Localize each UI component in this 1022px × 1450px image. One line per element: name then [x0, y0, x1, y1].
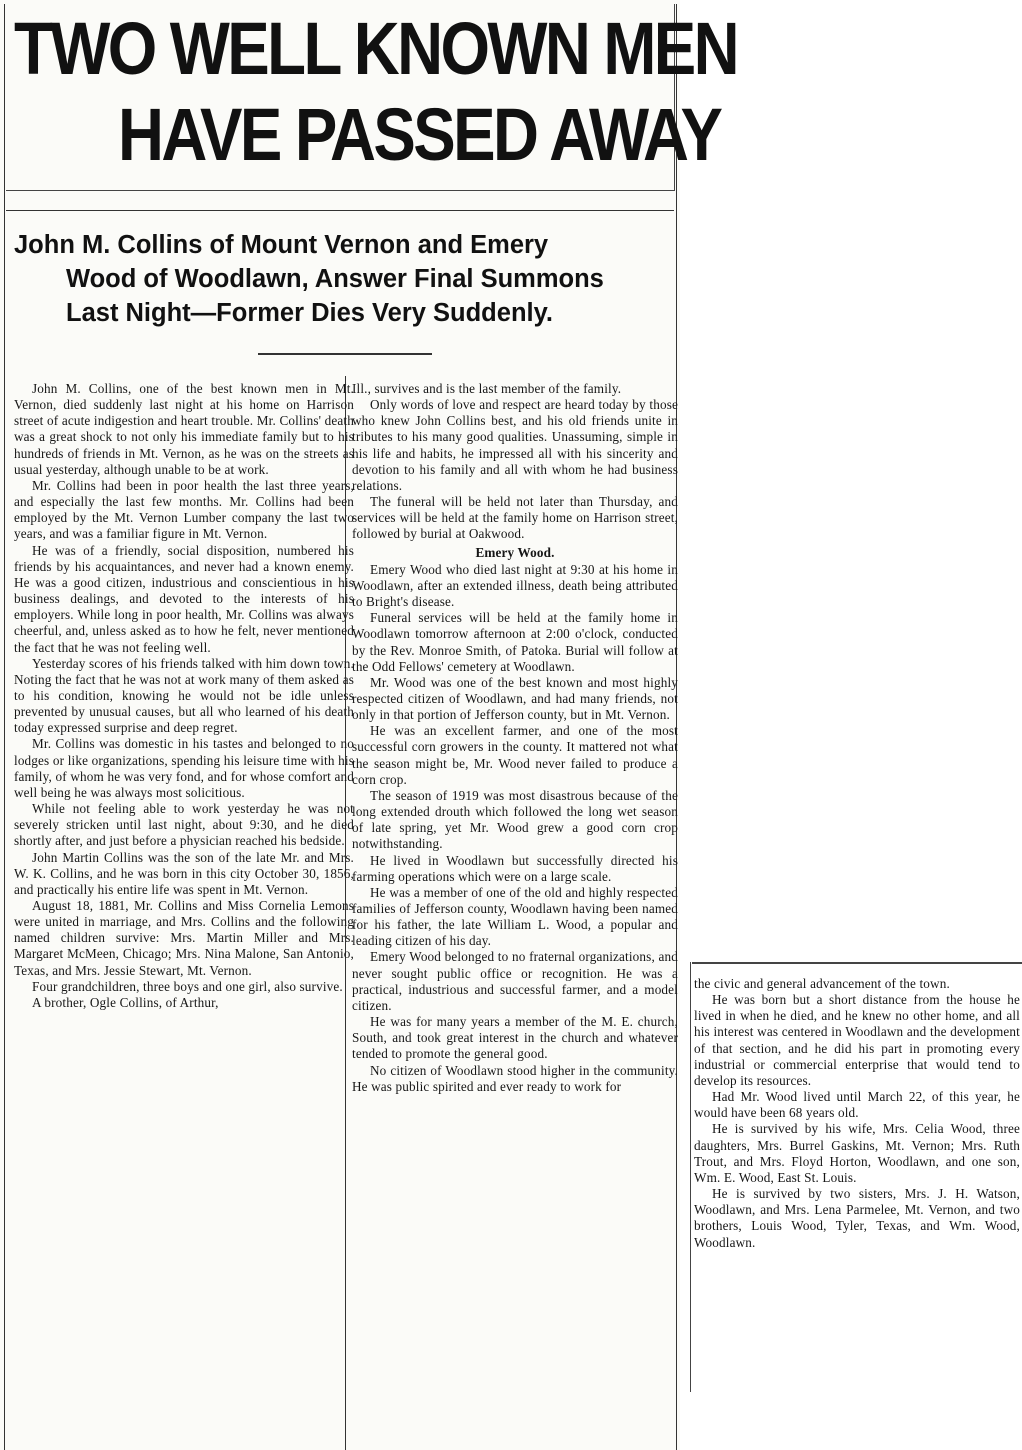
paragraph: He was for many years a member of the M. E. church, South, and took great interest in the church and whatever tended to promote the general good. — [352, 1014, 678, 1062]
paragraph: the civic and general advancement of the town. — [694, 976, 950, 991]
article-column-3-continuation — [694, 976, 1020, 1251]
headline-line-1: TWO WELL KNOWN MEN — [14, 7, 738, 90]
paragraph: Emery Wood belonged to no fraternal organizations, and never sought public office or recognition. He was a practical, industrious and successful farmer, and a model citizen. — [352, 949, 678, 1013]
article-column-1 — [14, 381, 354, 1011]
paragraph: Mr. Collins had been in poor health the last three years, and especially the last few months. Mr. Collins had been employed by the Mt. Vernon Lumber company the last two years, and was a familiar figure in Mt. Vernon. — [14, 477, 354, 542]
article-column-2 — [352, 381, 678, 1095]
headline-line-2: HAVE PASSED AWAY — [118, 93, 721, 176]
subhead-line-3: Last Night—Former Dies Very Suddenly. — [66, 299, 553, 327]
subheadline — [8, 228, 672, 330]
subhead-line-1: John M. Collins of Mount Vernon and Emery — [14, 231, 549, 259]
paragraph: Only words of love and respect are heard today by those who knew John Collins best, and his old friends unite in tributes to his many good qualities. Unassuming, simple in his life and habits, he impressed all with his sincerity and devotion to his family and all with whom he had business relations. — [352, 397, 678, 493]
paragraph: A brother, Ogle Collins, of Arthur, — [32, 994, 219, 1010]
headline — [6, 4, 738, 191]
paragraph: Emery Wood who died last night at 9:30 at his home in Woodlawn, after an extended illness, death being attributed to Bright's disease. — [352, 561, 678, 610]
paragraph: He was a member of one of the old and highly respected families of Jefferson county, Woodlawn having been named for his father, the late William L. Wood, a popular and leading citizen of his day. — [352, 884, 678, 949]
paragraph: John Martin Collins was the son of the late Mr. and Mrs. W. K. Collins, and he was born in this city October 30, 1856, and practically his entire life was spent in Mt. Vernon. — [14, 849, 354, 897]
paragraph: Mr. Collins was domestic in his tastes and belonged to no lodges or like organizations, spending his leisure time with his family, of whom he was very fond, and for whose comfort and well being he was always most solicitious. — [14, 736, 354, 800]
paragraph: Mr. Wood was one of the best known and most highly respected citizen of Woodlawn, and had many friends, not only in that portion of Jefferson county, but in Mt. Vernon. — [352, 674, 678, 723]
paragraph: No citizen of Woodlawn stood higher in the community. He was public spirited and ever ready to work for — [352, 1062, 678, 1094]
paragraph: Yesterday scores of his friends talked with him down town. Noting the fact that he was not at work many of them asked as to his condition, knowing he would not be idle unless prevented by unusual causes, but all who learned of his death today expressed surprise and deep regret. — [14, 655, 354, 736]
paragraph: The funeral will be held not later than Thursday, and services will be held at the family home on Harrison street, followed by burial at Oakwood. — [352, 494, 678, 542]
paragraph: Had Mr. Wood lived until March 22, of this year, he would have been 68 years old. — [694, 1089, 1020, 1121]
paragraph: John M. Collins, one of the best known men in Mt. Vernon, died suddenly last night at his home on Harrison street of acute indigestion and heart trouble. Mr. Collins' death was a great shock to not only his immediate family but to his hundreds of friends in Mt. Vernon, as he was on the streets as usual yesterday, although unable to be at work. — [14, 381, 354, 477]
paragraph: He lived in Woodlawn but successfully directed his farming operations which were on a large scale. — [352, 852, 678, 884]
paragraph: He is survived by his wife, Mrs. Celia Wood, three daughters, Mrs. Burrel Gaskins, Mt. Vernon; Mrs. Ruth Trout, and Mrs. Floyd Horton, Woodlawn, and one son, Wm. E. Wood, East St. Louis. — [694, 1121, 1020, 1185]
paragraph: While not feeling able to work yesterday he was not severely stricken until last night, about 9:30, and he died shortly after, and just before a physician reached his bedside. — [14, 801, 354, 849]
subhead-top-rule — [6, 210, 674, 211]
continuation-left-rule — [690, 962, 691, 1392]
continuation-top-rule — [692, 962, 1022, 964]
paragraph: He is survived by two sisters, Mrs. J. H. Watson, Woodlawn, and Mrs. Lena Parmelee, Mt. Vernon, and two brothers, Louis Wood, Tyler, Texas, and Wm. Wood, Woodlawn. — [694, 1186, 1020, 1250]
paragraph: August 18, 1881, Mr. Collins and Miss Cornelia Lemons were united in marriage, and Mrs. Collins and the following named children survive: Mrs. Martin Miller and Mrs. Margaret McMeen, Chicago; Mrs. Nina Malone, San Antonio, Texas, and Mrs. Jessie Stewart, Mt. Vernon. — [14, 898, 354, 978]
paragraph: He was an excellent farmer, and one of the most successful corn growers in the county. It mattered not what the season might be, Mr. Wood never failed to produce a corn crop. — [352, 723, 678, 787]
section-subtitle: Emery Wood. — [475, 544, 555, 560]
paragraph: Ill., survives and is the last member of the family. — [352, 381, 622, 396]
paragraph: He was of a friendly, social disposition, numbered his friends by his acquaintances, and never had a known enemy. He was a good citizen, industrious and conscientious in his business dealings, and devoted to the interests of his employers. While long in poor health, Mr. Collins was always cheerful, and, unless asked as to how he felt, never mentioned the fact that he was not feeling well. — [14, 542, 354, 655]
subhead-line-2: Wood of Woodlawn, Answer Final Summons — [66, 265, 604, 293]
paragraph: The season of 1919 was most disastrous because of the long extended drouth which followed the long wet season of late spring, yet Mr. Wood grew a good corn crop notwithstanding. — [352, 787, 678, 852]
paragraph: Four grandchildren, three boys and one girl, also survive. — [32, 978, 343, 994]
paragraph: Funeral services will be held at the family home in Woodlawn tomorrow afternoon at 2:00 o'clock, conducted by the Rev. Monroe Smith, of Patoka. Burial will follow at the Odd Fellows' cemetery at Woodlawn. — [352, 610, 678, 674]
paragraph: He was born but a short distance from the house he lived in when he died, and he knew no other home, and all his interest was centered in Woodlawn and the development of that section, and he did his part in promoting every industrial or commercial enterprise that would tend to develop its resources. — [694, 992, 1020, 1088]
section-divider — [258, 353, 432, 355]
left-border-rule — [4, 4, 5, 1450]
